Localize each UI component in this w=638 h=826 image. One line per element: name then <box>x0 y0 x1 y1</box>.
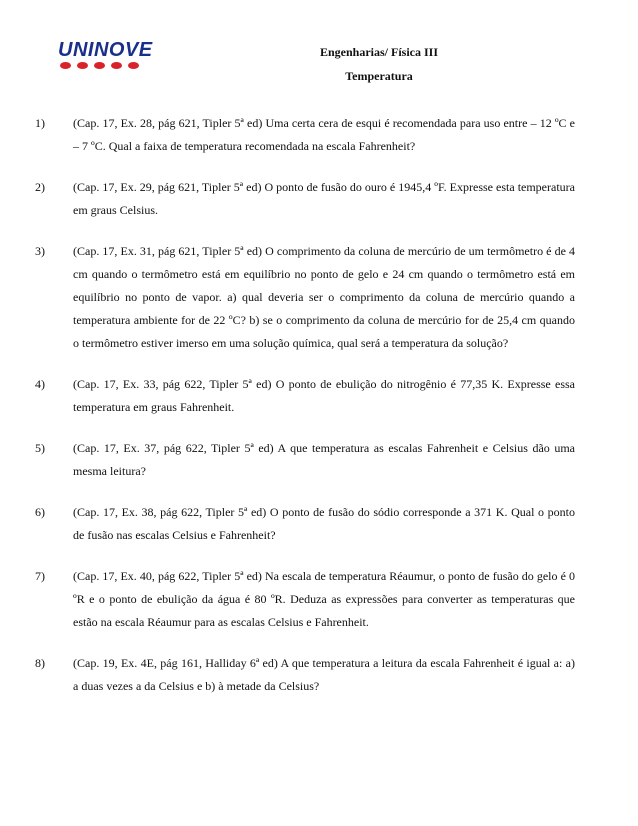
question-item <box>35 240 575 355</box>
question-text: (Cap. 17, Ex. 29, pág 621, Tipler 5ª ed) O ponto de fusão do ouro é 1945,4 ºF. Expresse esta temperatura em graus Celsius. <box>73 180 575 217</box>
question-item <box>35 373 575 419</box>
question-text: (Cap. 19, Ex. 4E, pág 161, Halliday 6ª ed) A que temperatura a leitura da escala Fahrenheit é igual a: a) a duas vezes a da Celsius e b) à metade da Celsius? <box>73 656 575 693</box>
topic-title: Temperatura <box>345 69 413 83</box>
logo-dot <box>111 62 122 69</box>
logo-dots <box>60 62 142 69</box>
question-text: (Cap. 17, Ex. 40, pág 622, Tipler 5ª ed) Na escala de temperatura Réaumur, o ponto de fusão do gelo é 0 ºR e o ponto de ebulição da água é 80 ºR. Deduza as expressões para converter as temperaturas que estão na escala Réaumur para as escalas Celsius e Fahrenheit. <box>73 569 575 629</box>
question-number: 4) <box>35 377 45 391</box>
question-number: 3) <box>35 244 45 258</box>
logo-dot <box>94 62 105 69</box>
question-item <box>35 176 575 222</box>
logo-text: UNINOVE <box>58 39 153 61</box>
question-text: (Cap. 17, Ex. 31, pág 621, Tipler 5ª ed) O comprimento da coluna de mercúrio de um termômetro é de 4 cm quando o termômetro está em equilíbrio no ponto de gelo e 24 cm quando o termômetro está em equilíbrio no ponto de vapor. a) qual deveria ser o comprimento da coluna de mercúrio quando a temperatura ambiente for de 22 ºC? b) se o comprimento da coluna de mercúrio for de 25,4 cm quando o termômetro estiver imerso em uma solução química, qual será a temperatura da solução? <box>73 244 575 350</box>
question-item <box>35 565 575 634</box>
question-item <box>35 437 575 483</box>
question-text: (Cap. 17, Ex. 33, pág 622, Tipler 5ª ed) O ponto de ebulição do nitrogênio é 77,35 K. Expresse essa temperatura em graus Fahrenheit. <box>73 377 575 414</box>
question-item <box>35 112 575 158</box>
logo-dot <box>60 62 71 69</box>
question-number: 5) <box>35 441 45 455</box>
question-number: 7) <box>35 569 45 583</box>
question-text: (Cap. 17, Ex. 37, pág 622, Tipler 5ª ed) A que temperatura as escalas Fahrenheit e Celsius dão uma mesma leitura? <box>73 441 575 478</box>
question-number: 8) <box>35 656 45 670</box>
question-text: (Cap. 17, Ex. 38, pág 622, Tipler 5ª ed) O ponto de fusão do sódio corresponde a 371 K. Qual o ponto de fusão nas escalas Celsius e Fahrenheit? <box>73 505 575 542</box>
logo-dot <box>128 62 139 69</box>
question-number: 2) <box>35 180 45 194</box>
question-number: 1) <box>35 116 45 130</box>
question-list <box>35 112 575 698</box>
logo-dot <box>77 62 88 69</box>
question-item <box>35 652 575 698</box>
question-text: (Cap. 17, Ex. 28, pág 621, Tipler 5ª ed) Uma certa cera de esqui é recomendada para uso entre – 12 ºC e – 7 ºC. Qual a faixa de temperatura recomendada na escala Fahrenheit? <box>73 116 575 153</box>
question-item <box>35 501 575 547</box>
course-title: Engenharias/ Física III <box>319 45 439 59</box>
question-number: 6) <box>35 505 45 519</box>
